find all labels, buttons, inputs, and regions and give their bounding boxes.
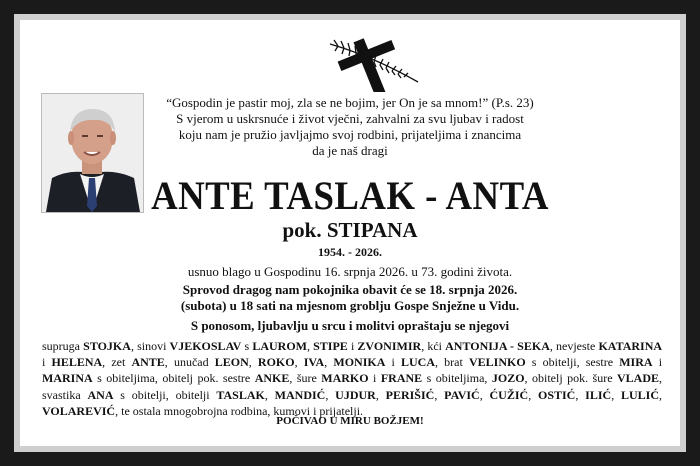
mourner-name: ROKO: [257, 355, 295, 370]
mourner-name: VJEKOSLAV: [169, 339, 242, 353]
mourner-text: , nevjeste: [549, 339, 599, 353]
life-years: 1954. - 2026.: [318, 245, 382, 259]
mourner-text: ,: [325, 387, 336, 402]
mourner-name: KATARINA: [598, 339, 663, 353]
mourner-text: s obiteljima, obitelj pok. sestre: [92, 371, 255, 386]
mourner-text: ,: [659, 387, 663, 402]
mourner-text: , te ostala mnogobrojna rodbina, kumovi i prijatelji.: [115, 403, 364, 418]
mourner-text: ,: [611, 387, 621, 402]
mourner-text: , obitelj pok. šure: [524, 371, 618, 386]
mourner-text: s obitelji, obitelji: [113, 387, 217, 402]
mourner-text: s obiteljima,: [422, 371, 492, 386]
cross-with-palm-icon: [322, 30, 426, 92]
mourner-name: OSTIĆ: [538, 387, 576, 402]
mourner-name: ĆUŽIĆ: [489, 387, 529, 402]
mourner-text: , svastika: [42, 371, 663, 402]
quote-line: da je naš dragi: [312, 143, 388, 158]
mourner-name: ANA: [87, 387, 114, 402]
mourner-name: FRANE: [380, 371, 423, 386]
mourner-text: , brat: [435, 355, 469, 370]
mourner-name: VELINKO: [468, 355, 526, 370]
bible-quote-block: [0, 95, 700, 159]
mourner-name: PERIŠIĆ: [385, 387, 435, 402]
mourner-name: JOZO: [491, 371, 525, 386]
quote-line: koju nam je pružio javljajmo svoj rodbini, prijateljima i znancima: [178, 127, 522, 142]
mourner-text: ,: [479, 387, 490, 402]
funeral-line: Sprovod dragog nam pokojnika obavit će se 18. srpnja 2026.: [182, 282, 518, 297]
mourner-text: i: [368, 371, 381, 386]
father-name: pok. STIPANA: [282, 218, 418, 242]
mourner-name: ANTE: [131, 355, 165, 370]
mourner-name: HELENA: [51, 355, 103, 370]
mourner-name: MONIKA: [333, 355, 386, 370]
deceased-name: ANTE TASLAK - ANTA: [151, 173, 549, 218]
mourner-name: LAUROM: [252, 339, 307, 353]
mourner-text: , šure: [289, 371, 322, 386]
mourner-name: IVA: [303, 355, 325, 370]
mourner-name: TASLAK: [216, 387, 265, 402]
farewell-line: S ponosom, ljubavlju u srcu i molitvi opraštaju se njegovi: [190, 318, 510, 333]
mourner-name: MANDIĆ: [274, 387, 326, 402]
quote-line: S vjerom u uskrsnuće i život vječni, zahvalni za svu ljubav i radost: [176, 111, 524, 126]
mourner-text: ,: [294, 355, 304, 370]
rest-in-peace: POČIVAO U MIRU BOŽJEM!: [276, 415, 424, 427]
mourner-name: LEON: [214, 355, 249, 370]
mourner-name: ILIĆ: [585, 387, 612, 402]
mourner-name: ANKE: [254, 371, 290, 386]
mourner-text: , unučad: [164, 355, 215, 370]
mourner-name: PAVIĆ: [444, 387, 480, 402]
mourner-name: MIRA: [619, 355, 653, 370]
mourner-text: ,: [248, 355, 258, 370]
mourner-text: ,: [306, 339, 314, 353]
mourners-list: [42, 338, 662, 419]
funeral-info: [0, 282, 700, 314]
mourner-text: , zet: [102, 355, 132, 370]
mourner-text: i: [385, 355, 401, 370]
mourner-text: , kći: [421, 339, 446, 353]
mourner-text: ,: [264, 387, 275, 402]
mourner-text: ,: [324, 355, 334, 370]
mourner-name: ZVONIMIR: [357, 339, 422, 353]
funeral-line: (subota) u 18 sati na mjesnom groblju Gospe Snježne u Vidu.: [180, 298, 520, 313]
quote-line: “Gospodin je pastir moj, zla se ne bojim, jer On je sa mnom!” (P.s. 23): [166, 95, 534, 110]
mourner-text: s: [241, 339, 253, 353]
mourner-name: MARINA: [42, 371, 93, 386]
mourner-name: STIPE: [313, 339, 348, 353]
mourner-text: s obitelji, sestre: [525, 355, 620, 370]
mourner-text: ,: [375, 387, 386, 402]
mourner-text: supruga: [42, 339, 84, 353]
mourner-name: VOLAREVIĆ: [42, 403, 116, 418]
mourner-text: , sinovi: [130, 339, 170, 353]
mourner-name: ANTONIJA - SEKA: [445, 339, 550, 353]
mourner-name: LULIĆ: [621, 387, 660, 402]
mourner-name: VLADE: [617, 371, 660, 386]
mourner-name: STOJKA: [83, 339, 131, 353]
mourner-text: ,: [434, 387, 445, 402]
mourner-text: i: [42, 355, 52, 370]
mourner-name: MARKO: [321, 371, 369, 386]
mourner-text: ,: [575, 387, 586, 402]
mourner-text: i: [652, 355, 663, 370]
mourner-name: LUCA: [401, 355, 436, 370]
mourner-text: ,: [528, 387, 538, 402]
mourner-name: UJDUR: [335, 387, 376, 402]
death-notice: usnuo blago u Gospodinu 16. srpnja 2026. u 73. godini života.: [187, 264, 513, 279]
mourner-text: i: [347, 339, 358, 353]
